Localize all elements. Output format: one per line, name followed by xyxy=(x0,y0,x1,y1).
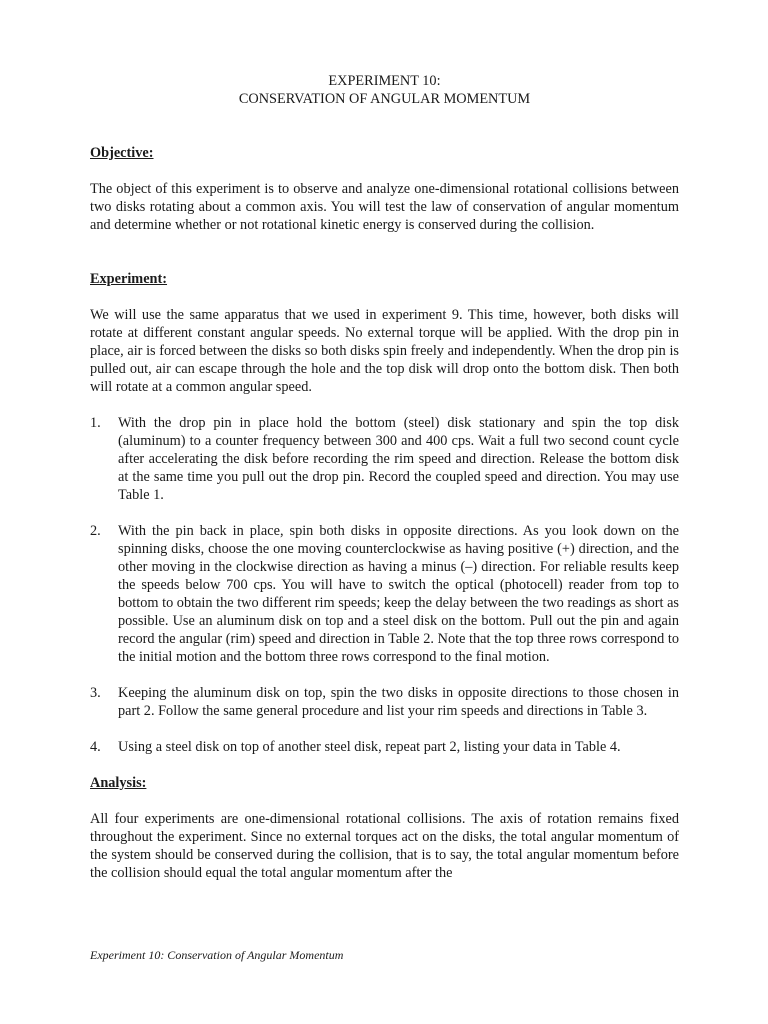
page-footer: Experiment 10: Conservation of Angular Momentum xyxy=(90,948,344,962)
title-line-2: CONSERVATION OF ANGULAR MOMENTUM xyxy=(238,91,531,107)
list-item-2 xyxy=(90,522,679,666)
list-item-number: 4. xyxy=(90,739,101,755)
list-item-4 xyxy=(90,738,679,756)
list-item-number: 2. xyxy=(90,523,101,539)
list-item-1 xyxy=(90,414,679,504)
title-line-1: EXPERIMENT 10: xyxy=(328,73,441,89)
list-item-text: With the pin back in place, spin both disks in opposite directions. As you look down on the spinning disks, choose the one moving counterclockwise as having positive (+) direction, and the other moving in the clockwise direction as having a minus (–) direction. For reliable results keep the speeds below 700 cps. You will have to switch the optical (photocell) reader from top to bottom to obtain the two different rim speeds; keep the delay between the two readings as short as possible. Use an aluminum disk on top and a steel disk on the bottom. Pull out the pin and again record the angular (rim) speed and direction in Table 2. Note that the top three rows correspond to the initial motion and the bottom three rows correspond to the final motion. xyxy=(118,523,679,665)
list-item-number: 3. xyxy=(90,685,101,701)
objective-heading: Objective: xyxy=(90,145,154,161)
document-page xyxy=(90,72,679,882)
experiment-heading: Experiment: xyxy=(90,271,168,287)
objective-paragraph: The object of this experiment is to observe and analyze one-dimensional rotational collisions between two disks rotating about a common axis. You will test the law of conservation of angular momentum and determine whether or not rotational kinetic energy is conserved during the collision. xyxy=(90,181,679,233)
experiment-intro-paragraph: We will use the same apparatus that we used in experiment 9. This time, however, both disks will rotate at different constant angular speeds. No external torque will be applied. With the drop pin in place, air is forced between the disks so both disks spin freely and independently. When the drop pin is pulled out, air can escape through the hole and the top disk will drop onto the bottom disk. Then both will rotate at a common angular speed. xyxy=(90,307,679,395)
list-item-text: Using a steel disk on top of another steel disk, repeat part 2, listing your data in Table 4. xyxy=(118,739,621,755)
analysis-heading: Analysis: xyxy=(90,775,147,791)
list-item-3 xyxy=(90,684,679,720)
analysis-paragraph: All four experiments are one-dimensional rotational collisions. The axis of rotation remains fixed throughout the experiment. Since no external torques act on the disks, the total angular momentum of the system should be conserved during the collision, that is to say, the total angular momentum before the collision should equal the total angular momentum after the xyxy=(90,811,679,881)
list-item-text: With the drop pin in place hold the bottom (steel) disk stationary and spin the top disk (aluminum) to a counter frequency between 300 and 400 cps. Wait a full two second count cycle after accelerating the disk before recording the rim speed and direction. Release the bottom disk at the same time you pull out the drop pin. Record the coupled speed and direction. You may use Table 1. xyxy=(118,415,679,503)
list-item-text: Keeping the aluminum disk on top, spin the two disks in opposite directions to those chosen in part 2. Follow the same general procedure and list your rim speeds and directions in Table 3. xyxy=(118,685,679,719)
list-item-number: 1. xyxy=(90,415,101,431)
